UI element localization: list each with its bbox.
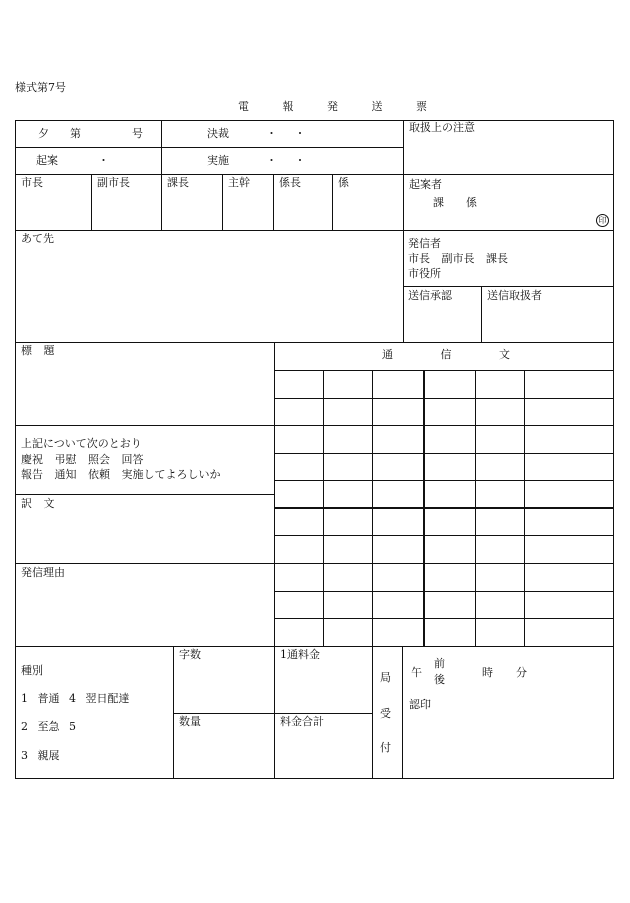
sender-label: 発信者 xyxy=(408,237,441,250)
dai-label: 第 xyxy=(70,127,81,140)
yu-label: 夕 xyxy=(38,127,49,140)
approval-director: 主幹 xyxy=(228,176,250,189)
reason-label: 発信理由 xyxy=(21,566,65,579)
office-kyoku: 局 xyxy=(380,671,391,684)
approval-mayor: 市長 xyxy=(21,176,43,189)
kian-label: 起案 xyxy=(36,154,58,167)
form-title: 電 報 発 送 票 xyxy=(238,100,442,113)
type-option-3: 3 親展 xyxy=(21,749,60,762)
drafter-section: 課 xyxy=(433,196,444,209)
approval-subsection-chief: 係長 xyxy=(279,176,301,189)
sender-titles: 市長 副市長 課長 xyxy=(408,252,508,265)
type-label: 種別 xyxy=(21,664,43,677)
hour-label: 時 xyxy=(482,666,493,679)
pm-label: 後 xyxy=(434,673,445,686)
purpose-options-1: 慶祝 弔慰 照会 回答 xyxy=(21,453,144,466)
approval-deputy-mayor: 副市長 xyxy=(97,176,130,189)
total-fee-label: 料金合計 xyxy=(280,715,324,728)
go-label: 号 xyxy=(132,127,143,140)
per-message-fee-label: 1通料金 xyxy=(280,648,320,661)
jisshi-date-field: ・ ・ xyxy=(266,154,306,167)
kessai-date-field: ・ ・ xyxy=(266,127,306,140)
handling-notes-label: 取扱上の注意 xyxy=(409,121,475,134)
approval-section-chief: 課長 xyxy=(167,176,189,189)
jisshi-label: 実施 xyxy=(207,154,229,167)
address-label: あて先 xyxy=(21,232,54,245)
office-tsuke: 付 xyxy=(380,741,391,754)
type-option-2: 2 至急 5 xyxy=(21,720,76,733)
ampm-prefix: 午 xyxy=(411,666,422,679)
transmit-approval-label: 送信承認 xyxy=(408,289,452,302)
approval-seal-label: 認印 xyxy=(409,698,431,711)
transmit-operator-label: 送信取扱者 xyxy=(487,289,542,302)
purpose-intro: 上記について次のとおり xyxy=(21,437,142,450)
seal-icon: 印 xyxy=(596,214,609,227)
am-label: 前 xyxy=(434,657,445,670)
form-number-label: 様式第7号 xyxy=(15,81,66,94)
type-option-1: 1 普通 4 翌日配達 xyxy=(21,692,130,705)
drafter-staff: 係 xyxy=(466,196,477,209)
approval-staff: 係 xyxy=(338,176,349,189)
kessai-label: 決裁 xyxy=(207,127,229,140)
subject-label: 標 題 xyxy=(21,344,55,357)
char-count-label: 字数 xyxy=(179,648,201,661)
city-hall-label: 市役所 xyxy=(408,267,441,280)
kian-date-field: ・ xyxy=(98,154,109,167)
message-text-label: 通 信 文 xyxy=(382,348,510,361)
purpose-options-2: 報告 通知 依頼 実施してよろしいか xyxy=(21,468,221,481)
quantity-label: 数量 xyxy=(179,715,201,728)
minute-label: 分 xyxy=(516,666,527,679)
office-uke: 受 xyxy=(380,707,391,720)
drafter-label: 起案者 xyxy=(409,178,442,191)
translation-label: 訳 文 xyxy=(21,497,55,510)
